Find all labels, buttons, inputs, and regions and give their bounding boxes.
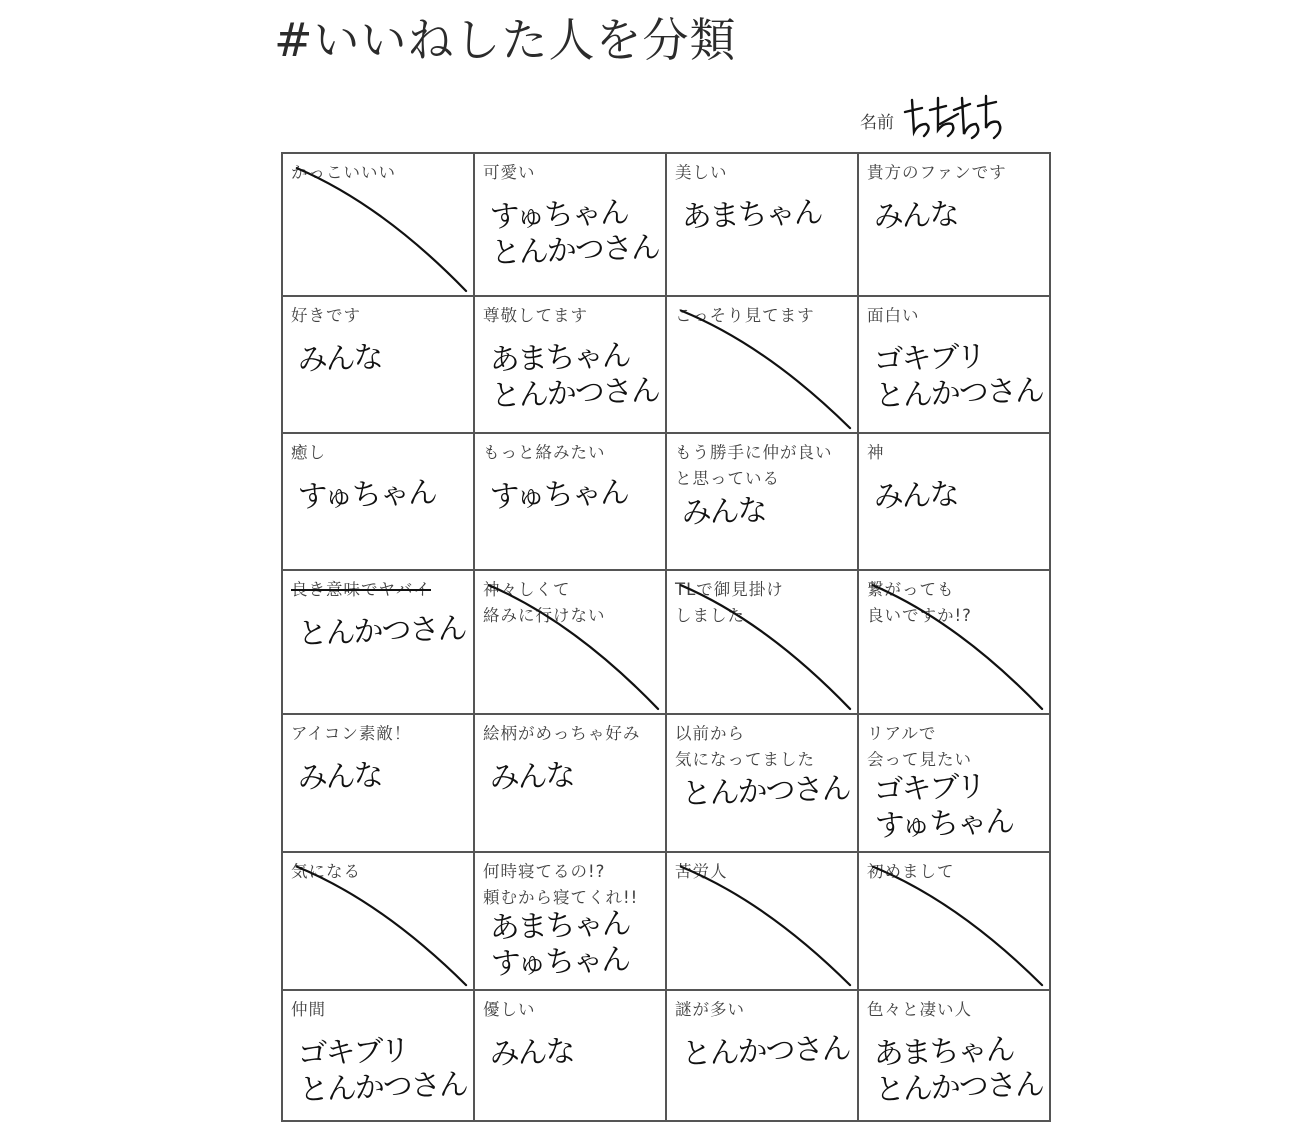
category-label: 良き意味でヤバイ (291, 580, 431, 599)
grid-cell (283, 297, 475, 434)
grid-cell (859, 991, 1051, 1122)
category-label: もう勝手に仲が良い と思っている (675, 443, 833, 488)
grid-cell (859, 297, 1051, 434)
handwritten-names: とんかつさん (297, 611, 467, 652)
handwritten-names: みんな (297, 340, 383, 378)
handwritten-names: あまちゃん (681, 195, 823, 235)
grid-cell (283, 154, 475, 297)
grid-cell (667, 434, 859, 571)
category-label: 仲間 (291, 1000, 326, 1019)
category-label: 神々しくて 絡みに行けない (483, 580, 606, 625)
category-label: リアルで 会って見たい (867, 724, 972, 769)
handwritten-names: あまちゃん すゅちゃん (489, 906, 631, 982)
category-label: TLで御見掛け しました (675, 580, 784, 625)
category-label: 初めまして (867, 862, 955, 881)
grid-cell (283, 571, 475, 715)
handwritten-names: みんな (489, 1034, 575, 1072)
grid-cell (283, 715, 475, 853)
category-label: 気になる (291, 862, 361, 881)
category-label: こっそり見てます (675, 306, 815, 325)
handwritten-names: みんな (297, 758, 383, 796)
category-label: もっと絡みたい (483, 443, 606, 462)
category-label: 好きです (291, 306, 361, 325)
category-label: 謎が多い (675, 1000, 745, 1019)
grid-cell (859, 434, 1051, 571)
grid-cell (475, 991, 667, 1122)
category-label: アイコン素敵！ (291, 724, 412, 743)
grid-cell (859, 715, 1051, 853)
category-label: 神 (867, 443, 885, 462)
handwritten-names: とんかつさん (681, 771, 851, 812)
handwritten-names: みんな (489, 758, 575, 796)
category-label: 何時寝てるの!? 頼むから寝てくれ!! (483, 862, 639, 907)
grid-cell (667, 715, 859, 853)
handwritten-names: みんな (873, 197, 959, 235)
grid-cell (475, 434, 667, 571)
category-label: 優しい (483, 1000, 536, 1019)
category-label: 色々と凄い人 (867, 1000, 972, 1019)
category-label: かっこいいい (291, 163, 396, 182)
grid-cell (859, 571, 1051, 715)
category-label: 苦労人 (675, 862, 728, 881)
grid-cell (667, 853, 859, 991)
grid-cell (475, 571, 667, 715)
category-label: 絵柄がめっちゃ好み (483, 724, 641, 743)
grid-cell (859, 853, 1051, 991)
category-label: 癒し (291, 443, 326, 462)
grid-cell (667, 991, 859, 1122)
handwritten-names: ゴキブリ すゅちゃん (873, 769, 1014, 844)
handwritten-names: みんな (681, 493, 767, 531)
handwritten-names: すゅちゃん (489, 475, 629, 515)
page-title: #いいねした人を分類 (274, 13, 737, 67)
category-label: 尊敬してます (483, 306, 588, 325)
grid-cell (859, 154, 1051, 297)
handwritten-names: とんかつさん (681, 1031, 851, 1072)
classification-grid (281, 152, 1051, 1122)
category-label: 繋がっても 良いですか!? (867, 580, 972, 625)
handwritten-names: みんな (873, 477, 959, 515)
handwritten-names: あまちゃん とんかつさん (873, 1032, 1044, 1108)
category-label: 貴方のファンです (867, 163, 1007, 182)
handwritten-names: すゅちゃん とんかつさん (489, 195, 660, 271)
grid-cell (475, 715, 667, 853)
handwritten-names: あまちゃん とんかつさん (489, 338, 660, 414)
grid-cell (667, 297, 859, 434)
grid-cell (667, 154, 859, 297)
handwritten-names: ゴキブリ とんかつさん (297, 1033, 468, 1108)
handwritten-signature (900, 94, 1010, 144)
handwritten-names: ゴキブリ とんかつさん (873, 339, 1044, 414)
category-label: 可愛い (483, 163, 536, 182)
grid-cell (475, 154, 667, 297)
grid-cell (475, 853, 667, 991)
grid-cell (283, 434, 475, 571)
grid-cell (283, 991, 475, 1122)
category-label: 面白い (867, 306, 920, 325)
grid-cell (475, 297, 667, 434)
handwritten-names: すゅちゃん (297, 475, 437, 515)
name-label: 名前 (860, 113, 894, 133)
category-label: 美しい (675, 163, 728, 182)
grid-cell (667, 571, 859, 715)
grid-cell (283, 853, 475, 991)
category-label: 以前から 気になってました (675, 724, 815, 769)
